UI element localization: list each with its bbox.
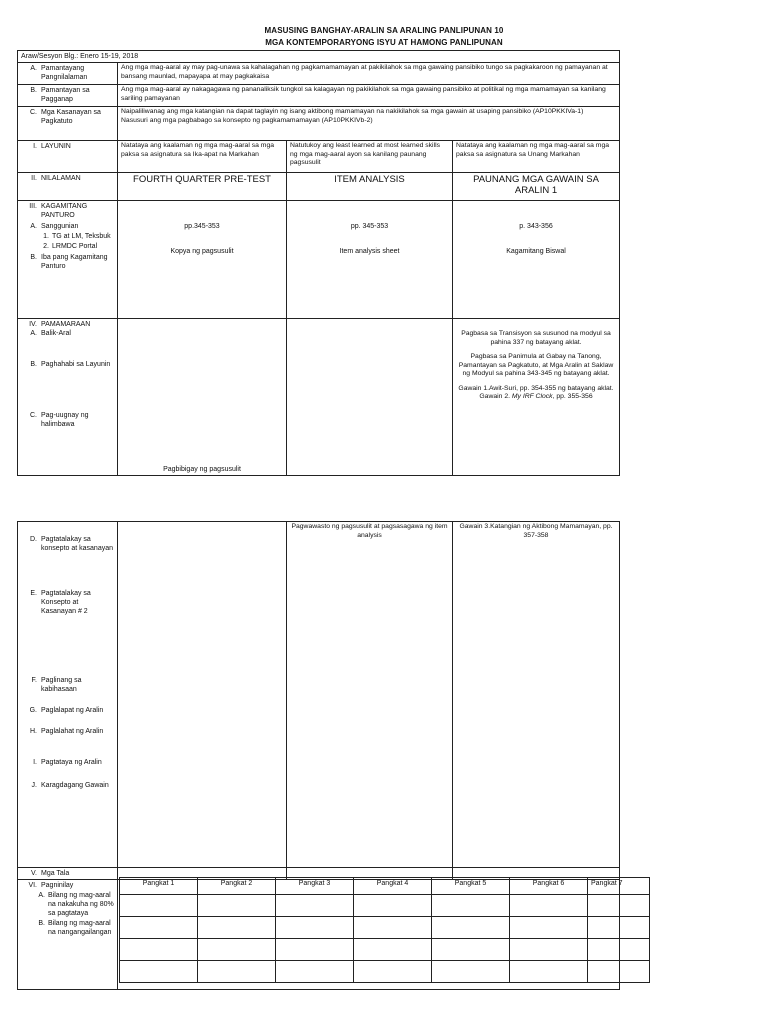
steps-day3-text: Gawain 3.Katangian ng Aktibong Mamamayan, pp. 357-358 <box>459 523 613 539</box>
pangkat-cell[interactable] <box>432 917 510 939</box>
pangkat-cell[interactable] <box>354 917 432 939</box>
materials-day2-pages: pp. 345-353 <box>350 223 389 230</box>
pangkat-cell[interactable] <box>588 895 650 917</box>
document-title: MASUSING BANGHAY-ARALIN SA ARALING PANLIPUNAN 10 <box>264 26 504 35</box>
step-e-label: E. Pagtatalakay sa Konsepto at Kasanayan # 2 <box>30 590 91 615</box>
section-b-label: B. Pamantayan sa Pagganap <box>18 85 118 107</box>
pangkat-3-header: Pangkat 3 <box>276 878 354 895</box>
pangkat-7-header: Pangkat 7 <box>588 878 650 895</box>
steps-day1 <box>118 522 287 868</box>
procedure-day1 <box>118 319 287 476</box>
pangkat-4-header: Pangkat 4 <box>354 878 432 895</box>
materials-day1 <box>118 201 287 319</box>
competency-1: Naipaliliwanag ang mga katangian na dapat taglayin ng isang aktibong mamamayan na nakikilahok sa mga gawain at usaping pansibiko (AP10PKKIVa-1) <box>121 108 584 115</box>
pangkat-cell[interactable] <box>432 895 510 917</box>
pangkat-cell[interactable] <box>432 939 510 961</box>
materials-day2 <box>287 201 453 319</box>
pangkat-2-header: Pangkat 2 <box>198 878 276 895</box>
content-standard-text: Ang mga mag-aaral ay may pag-unawa sa kahalagahan ng pagkamamamayan at pakikilahok sa mga gawaing pansibiko tungo sa pagkakaroon ng pamayanan at bansang maunlad, mapayapa at may pagkakaisa <box>118 63 620 85</box>
section-iv-label: IV. PAMAMARAAN A. Balik-Aral B. Paghahabi sa Layunin C. Pag-uugnay ng halimbawa <box>18 319 118 476</box>
pangkat-cell[interactable] <box>510 895 588 917</box>
notes-label: V. Mga Tala <box>18 868 118 880</box>
objective-day3: Natataya ang kaalaman ng mga mag-aaral sa mga paksa sa asignatura sa Unang Markahan <box>453 141 620 173</box>
pangkat-6-header: Pangkat 6 <box>510 878 588 895</box>
materials-day3-pages: p. 343-356 <box>519 223 553 230</box>
procedure-steps-labels <box>18 522 118 868</box>
section-i-label: I. LAYUNIN <box>18 141 118 173</box>
competency-2: Nasusuri ang mga pagbabago sa konsepto ng pagkamamamayan (AP10PKKIVb-2) <box>121 116 373 124</box>
pangkat-cell[interactable] <box>354 939 432 961</box>
pangkat-cell[interactable] <box>588 961 650 983</box>
procedure-day1-text: Pagbibigay ng pagsusulit <box>163 466 241 473</box>
pangkat-cell[interactable] <box>198 895 276 917</box>
lesson-plan-table-page1 <box>17 50 620 476</box>
pangkat-cell[interactable] <box>198 917 276 939</box>
materials-day2-item: Item analysis sheet <box>339 248 400 255</box>
materials-day3-item: Kagamitang Biswal <box>506 248 566 255</box>
procedure-day3-activity2: Gawain 2. My IRF Clock, pp. 355-356 <box>479 393 593 400</box>
pangkat-cell[interactable] <box>588 917 650 939</box>
section-iii-label: III. KAGAMITANG PANTURO A. Sanggunian 1. TG at LM, Teksbuk 2. LRMDC Portal B. Iba pang Kagamitang Panturo <box>18 201 118 319</box>
procedure-day3 <box>453 319 620 476</box>
pangkat-cell[interactable] <box>198 939 276 961</box>
pangkat-5-header: Pangkat 5 <box>432 878 510 895</box>
pangkat-1-header: Pangkat 1 <box>120 878 198 895</box>
steps-day2 <box>287 522 453 868</box>
content-day3: PAUNANG MGA GAWAIN SA ARALIN 1 <box>453 173 620 201</box>
procedure-day3-transition: Pagbasa sa Transisyon sa susunod na modyul sa pahina 337 ng batayang aklat. <box>461 330 611 346</box>
pangkat-cell[interactable] <box>198 961 276 983</box>
pangkat-cell[interactable] <box>276 939 354 961</box>
pangkat-cell[interactable] <box>276 961 354 983</box>
pangkat-cell[interactable] <box>120 917 198 939</box>
reflection-label: VI. Pagninilay A. Bilang ng mag-aaral na nakakuha ng 80% sa pagtataya B. Bilang ng mag-aaral na nangangailangan <box>18 880 118 990</box>
materials-day1-item: Kopya ng pagsusulit <box>170 248 234 255</box>
materials-day1-pages: pp.345-353 <box>184 223 220 230</box>
content-day1: FOURTH QUARTER PRE-TEST <box>118 173 287 201</box>
materials-day3 <box>453 201 620 319</box>
pangkat-cell[interactable] <box>120 895 198 917</box>
document-subtitle: MGA KONTEMPORARYONG ISYU AT HAMONG PANLIPUNAN <box>265 38 503 47</box>
step-j-label: J. Karagdagang Gawain <box>31 782 109 789</box>
steps-day2-text: Pagwawasto ng pagsusulit at pagsasagawa ng item analysis <box>291 523 448 539</box>
step-d-label: D. Pagtatalakay sa konsepto at kasanayan <box>30 536 113 552</box>
pangkat-cell[interactable] <box>510 939 588 961</box>
pangkat-cell[interactable] <box>120 939 198 961</box>
content-day2: ITEM ANALYSIS <box>287 173 453 201</box>
pangkat-cell[interactable] <box>120 961 198 983</box>
objective-day1: Natataya ang kaalaman ng mga mag-aaral sa mga paksa sa asignatura sa Ika-apat na Markahan <box>118 141 287 173</box>
pangkat-cell[interactable] <box>432 961 510 983</box>
procedure-day3-intro: Pagbasa sa Panimula at Gabay na Tanong, Pamantayan sa Pagkatuto, at Mga Aralin at Saklaw ng Modyul sa pahina 343-345 ng batayang aklat. <box>458 353 614 377</box>
steps-day3 <box>453 522 620 868</box>
procedure-day2 <box>287 319 453 476</box>
pangkat-cell[interactable] <box>510 961 588 983</box>
section-ii-label: II. NILALAMAN <box>18 173 118 201</box>
pangkat-cell[interactable] <box>354 961 432 983</box>
pangkat-cell[interactable] <box>276 917 354 939</box>
step-f-label: F. Paglinang sa kabihasaan <box>31 677 82 693</box>
pangkat-cell[interactable] <box>510 917 588 939</box>
step-i-label: I. Pagtataya ng Aralin <box>33 759 102 766</box>
procedure-day3-activity1: Gawain 1.Awit-Suri, pp. 354-355 ng batayang aklat. <box>458 384 614 392</box>
performance-standard-text: Ang mga mag-aaral ay nakagagawa ng pananaliksik tungkol sa kalagayan ng pakikilahok sa mga gawaing pansibiko at politikal ng mga mamamayan sa kanilang sariling pamayanan <box>118 85 620 107</box>
pangkat-cell[interactable] <box>588 939 650 961</box>
pangkat-cell[interactable] <box>354 895 432 917</box>
step-h-label: H. Paglalahat ng Aralin <box>30 728 104 735</box>
learning-competencies-text <box>118 107 620 141</box>
objective-day2: Natutukoy ang least learned at most learned skills ng mga mag-aaral ayon sa kanilang paunang pagsusulit <box>287 141 453 173</box>
section-c-label: C. Mga Kasanayan sa Pagkatuto <box>18 107 118 141</box>
date-row: Araw/Sesyon Blg.: Enero 15-19, 2018 <box>18 51 620 63</box>
section-a-label: A. Pamantayang Pangnilalaman <box>18 63 118 85</box>
step-g-label: G. Paglalapat ng Aralin <box>29 707 104 714</box>
pangkat-cell[interactable] <box>276 895 354 917</box>
pangkat-grid <box>119 877 650 983</box>
